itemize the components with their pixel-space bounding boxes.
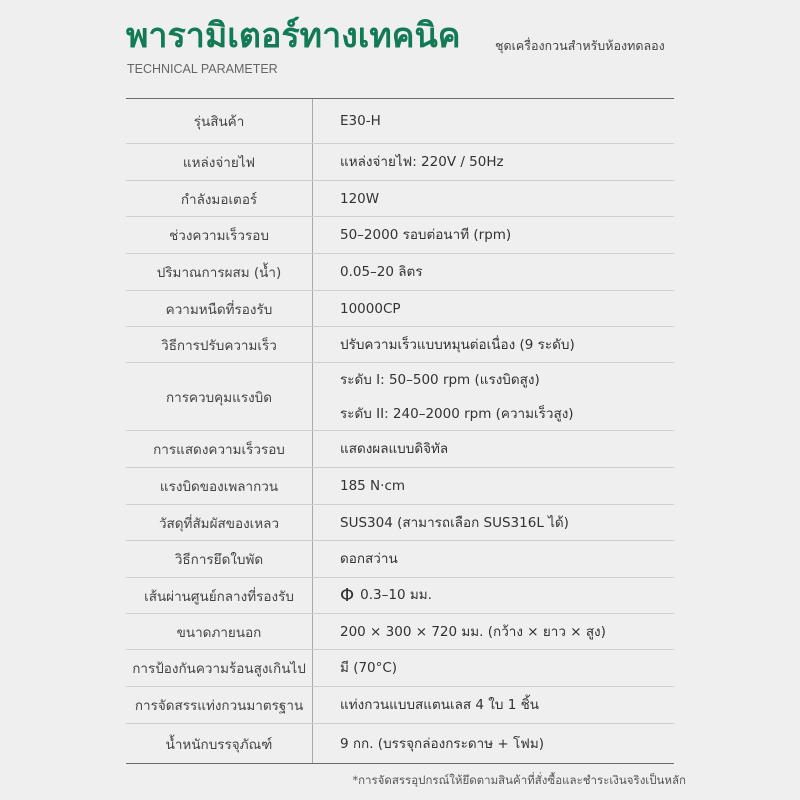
spec-value-text: มี (70°C) [340, 660, 398, 676]
spec-value-line [340, 328, 674, 362]
spec-value [313, 99, 674, 143]
spec-value-line [340, 182, 674, 216]
spec-value-text: 10000CP [340, 300, 401, 317]
spec-label: การป้องกันความร้อนสูงเกินไป [126, 650, 313, 686]
spec-row [126, 431, 674, 468]
spec-value-line [340, 542, 674, 576]
spec-value-line [340, 727, 674, 761]
spec-value-text: แหล่งจ่ายไฟ: 220V / 50Hz [340, 154, 504, 170]
spec-label: วิธีการยึดใบพัด [126, 541, 313, 577]
spec-value [313, 144, 674, 180]
footnote: *การจัดสรรอุปกรณ์ให้ยึดตามสินค้าที่สั่งซื้อและชำระเงินจริงเป็นหลัก [352, 773, 686, 787]
spec-label: วิธีการปรับความเร็ว [126, 327, 313, 362]
spec-value-line [340, 292, 674, 326]
spec-table [126, 98, 674, 764]
page-title: พารามิเตอร์ทางเทคนิค [126, 16, 461, 56]
spec-value-text: แท่งกวนแบบสแตนเลส 4 ใบ 1 ชิ้น [340, 697, 539, 713]
spec-label: น้ำหนักบรรจุภัณฑ์ [126, 724, 313, 763]
spec-value-line [340, 469, 674, 503]
spec-value-text: 185 N·cm [340, 478, 406, 494]
spec-value-text: ระดับ I: 50–500 rpm (แรงบิดสูง) [340, 371, 540, 388]
spec-value [313, 578, 674, 613]
spec-value-text: 120W [340, 190, 380, 207]
spec-row [126, 578, 674, 614]
spec-value-line [340, 255, 674, 289]
spec-label: ความหนืดที่รองรับ [126, 291, 313, 326]
spec-value-text: 9 กก. (บรรจุกล่องกระดาษ + โฟม) [340, 735, 544, 752]
spec-row [126, 541, 674, 578]
spec-row [126, 327, 674, 363]
spec-label: การจัดสรรแท่งกวนมาตรฐาน [126, 687, 313, 723]
spec-value [313, 541, 674, 577]
spec-value-line [340, 506, 674, 540]
diameter-symbol-icon: Φ [340, 585, 355, 606]
spec-row [126, 614, 674, 650]
spec-value-text: SUS304 (สามารถเลือก SUS316L ได้) [340, 514, 569, 531]
product-category-label: ชุดเครื่องกวนสำหรับห้องทดลอง [495, 38, 665, 53]
spec-label: ช่วงความเร็วรอบ [126, 217, 313, 253]
spec-value-text: ปรับความเร็วแบบหมุนต่อเนื่อง (9 ระดับ) [340, 336, 575, 353]
spec-value [313, 327, 674, 362]
spec-row [126, 144, 674, 181]
spec-label: ปริมาณการผสม (น้ำ) [126, 254, 313, 290]
spec-value [313, 181, 674, 216]
spec-value-text: 0.3–10 มม. [360, 587, 432, 603]
spec-row [126, 724, 674, 763]
spec-value-text: ระดับ II: 240–2000 rpm (ความเร็วสูง) [340, 405, 574, 422]
spec-row [126, 687, 674, 724]
spec-value-line [340, 688, 674, 722]
spec-row [126, 99, 674, 144]
spec-label: แหล่งจ่ายไฟ [126, 144, 313, 180]
spec-row [126, 217, 674, 254]
spec-value [313, 687, 674, 723]
spec-value [313, 291, 674, 326]
spec-label: การแสดงความเร็วรอบ [126, 431, 313, 467]
spec-value [313, 431, 674, 467]
spec-value-text: 0.05–20 ลิตร [340, 264, 423, 280]
spec-value-line [340, 218, 674, 252]
spec-row [126, 181, 674, 217]
spec-value-line [340, 363, 674, 397]
spec-value-line [340, 615, 674, 649]
page-header [0, 0, 800, 98]
spec-value [313, 363, 674, 430]
spec-row [126, 468, 674, 505]
spec-value-text: ดอกสว่าน [340, 551, 398, 567]
spec-value [313, 614, 674, 649]
spec-value-line [340, 397, 674, 431]
spec-label: กำลังมอเตอร์ [126, 181, 313, 216]
spec-row [126, 505, 674, 541]
spec-value-text: 50–2000 รอบต่อนาที (rpm) [340, 227, 512, 243]
spec-row [126, 363, 674, 431]
spec-value [313, 217, 674, 253]
spec-label: การควบคุมแรงบิด [126, 363, 313, 430]
spec-row [126, 254, 674, 291]
spec-label: วัสดุที่สัมผัสของเหลว [126, 505, 313, 540]
spec-value-text: 200 × 300 × 720 มม. (กว้าง × ยาว × สูง) [340, 623, 606, 640]
spec-value [313, 724, 674, 763]
spec-row [126, 291, 674, 327]
spec-value-line [340, 145, 674, 179]
spec-label: ขนาดภายนอก [126, 614, 313, 649]
spec-label: รุ่นสินค้า [126, 99, 313, 143]
page-subtitle-english: TECHNICAL PARAMETER [127, 62, 278, 76]
spec-value [313, 650, 674, 686]
spec-value-line [340, 432, 674, 466]
spec-value-text: แสดงผลแบบดิจิทัล [340, 441, 449, 457]
spec-value-line [340, 578, 674, 613]
spec-value [313, 254, 674, 290]
spec-label: แรงบิดของเพลากวน [126, 468, 313, 504]
spec-value-line [340, 651, 674, 685]
spec-value-line [340, 104, 674, 138]
spec-value [313, 468, 674, 504]
spec-value-text: E30-H [340, 113, 381, 129]
spec-value [313, 505, 674, 540]
spec-label: เส้นผ่านศูนย์กลางที่รองรับ [126, 578, 313, 613]
spec-row [126, 650, 674, 687]
